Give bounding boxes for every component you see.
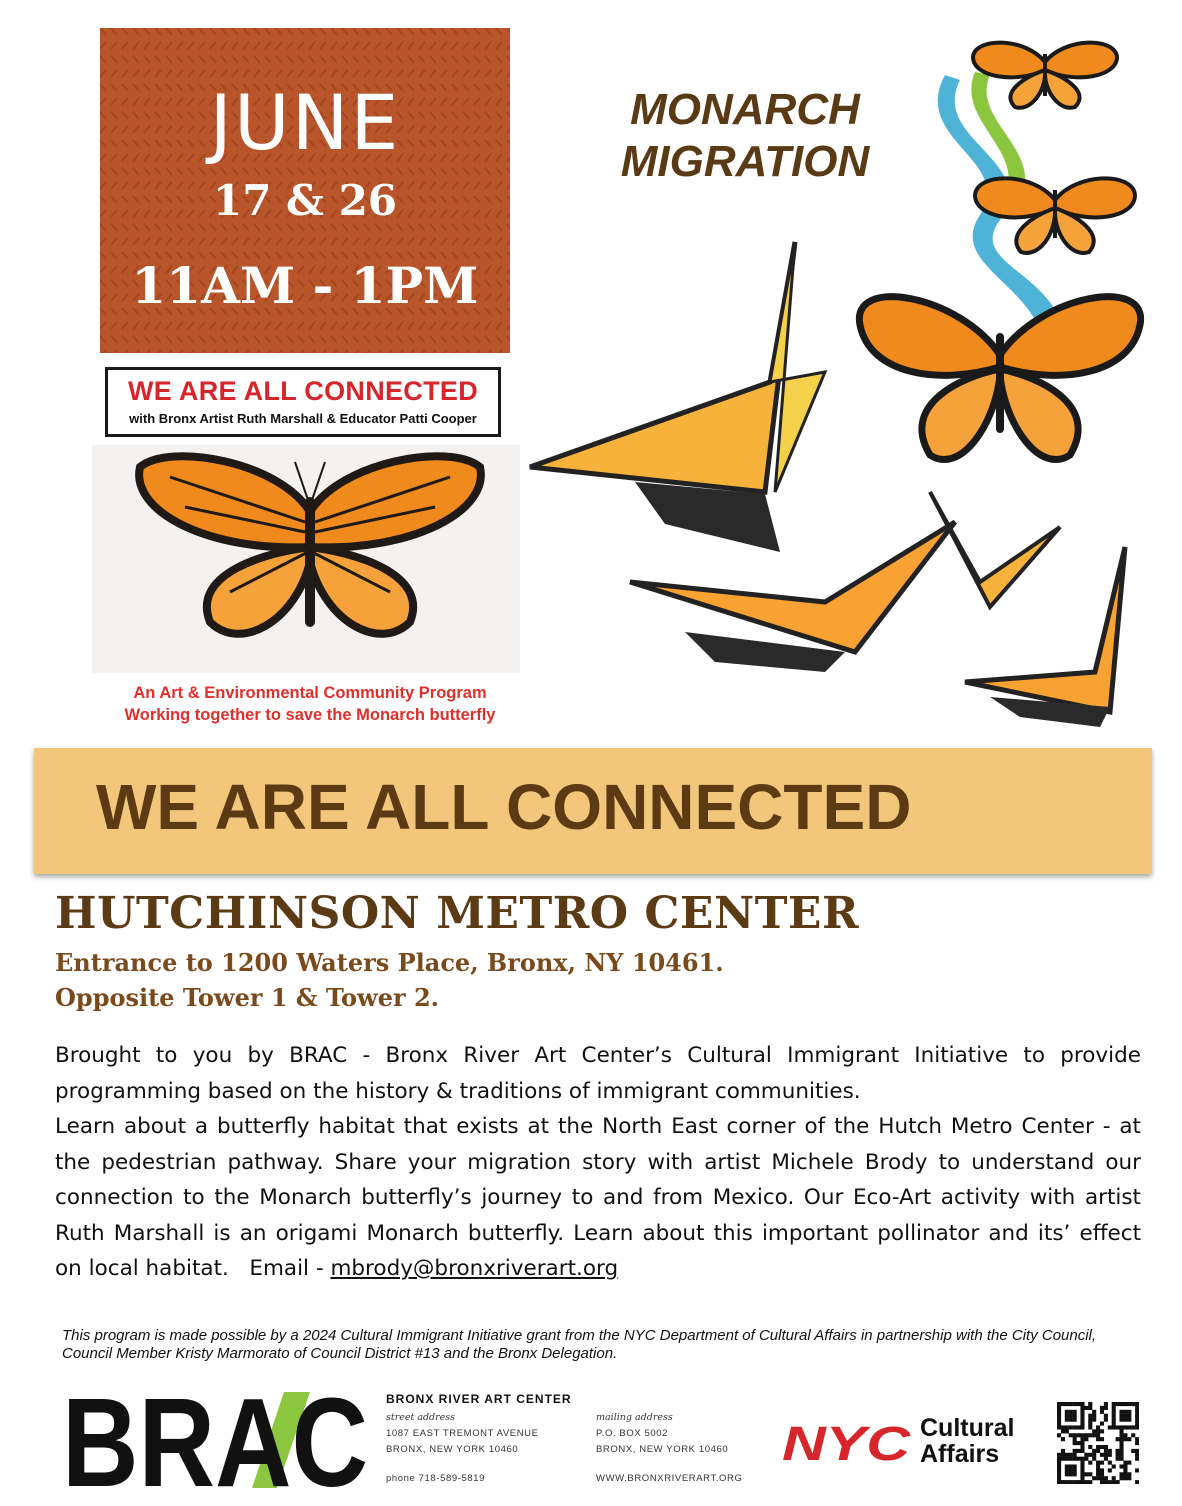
origami-butterfly-icon: [930, 492, 1060, 607]
title-line1: MONARCH: [630, 85, 860, 134]
origami-butterfly-icon: [530, 242, 825, 552]
grant-notice: This program is made possible by a 2024 Cultural Immigrant Initiative grant from the NYC Department of Cultural Affairs in partnership with the City Council, Council Member Kristy Marmorato of Council District #13 and the Bronx Delegation.: [62, 1327, 1097, 1362]
mailing-address-line1: P.O. BOX 5002: [596, 1428, 669, 1439]
description-paragraph-1: Brought to you by BRAC - Bronx River Art Center’s Cultural Immigrant Initiative to provide programming based on the history & traditions of immigrant communities.: [55, 1043, 1141, 1104]
venue-name: HUTCHINSON METRO CENTER: [55, 888, 860, 939]
program-line1: An Art & Environmental Community Program: [133, 684, 487, 702]
qr-code-icon[interactable]: [1057, 1402, 1139, 1484]
origami-butterflies-illustration: [525, 232, 1145, 732]
mailing-address-line2: BRONX, NEW YORK 10460: [596, 1444, 729, 1455]
program-description: [80, 682, 540, 727]
program-line2: Working together to save the Monarch butterfly: [124, 706, 496, 725]
origami-butterfly-icon: [630, 522, 955, 672]
street-address-line1: 1087 EAST TREMONT AVENUE: [386, 1428, 539, 1439]
date-month: JUNE: [209, 78, 401, 167]
event-description: [55, 1038, 1141, 1287]
nyc-mark: NYC: [782, 1418, 912, 1470]
venue-address: Entrance to 1200 Waters Place, Bronx, NY 10461.: [55, 948, 724, 977]
title-line2: MIGRATION: [620, 136, 870, 186]
description-paragraph-2: [55, 1109, 1141, 1287]
cultural-affairs-line2: Affairs: [920, 1440, 1000, 1468]
date-box: [100, 28, 510, 353]
banner: [34, 748, 1152, 874]
mailing-address-label: mailing address: [596, 1412, 673, 1423]
brac-logo-text: BRAC: [62, 1388, 368, 1492]
street-address-line2: BRONX, NEW YORK 10460: [386, 1444, 519, 1455]
connected-label-subtitle: with Bronx Artist Ruth Marshall & Educator Patti Cooper: [129, 411, 477, 426]
org-name: BRONX RIVER ART CENTER: [386, 1392, 572, 1406]
cultural-affairs-line1: Cultural: [920, 1414, 1015, 1442]
venue-location-note: Opposite Tower 1 & Tower 2.: [55, 983, 440, 1012]
email-link[interactable]: mbrody@bronxriverart.org: [330, 1256, 619, 1281]
butterfly-icon: [973, 43, 1117, 108]
date-days: 17 & 26: [212, 176, 398, 225]
email-label: Email -: [249, 1256, 324, 1281]
monarch-butterfly-icon: [130, 452, 490, 662]
description-paragraph-2-text: Learn about a butterfly habitat that exists at the North East corner of the Hutch Metro Center - at the pedestrian pathway. Share your migration story with artist Michele Brody to understand our connection to the Monarch butterfly’s journey to and from Mexico. Our Eco-Art activity with artist Ruth Marshall is an origami Monarch butterfly. Learn about this important pollinator and its’ effect on local habitat.: [55, 1114, 1141, 1281]
nyc-cultural-affairs-logo: [782, 1410, 1030, 1470]
banner-text: WE ARE ALL CONNECTED: [96, 771, 912, 843]
phone-number: phone 718-589-5819: [386, 1473, 486, 1484]
connected-label-box: [105, 367, 501, 437]
date-time: 11AM - 1PM: [131, 256, 479, 315]
street-address-label: street address: [386, 1412, 456, 1423]
connected-label-title: WE ARE ALL CONNECTED: [128, 376, 478, 406]
website-url: WWW.BRONXRIVERART.ORG: [596, 1473, 743, 1484]
brac-logo: [62, 1388, 368, 1492]
